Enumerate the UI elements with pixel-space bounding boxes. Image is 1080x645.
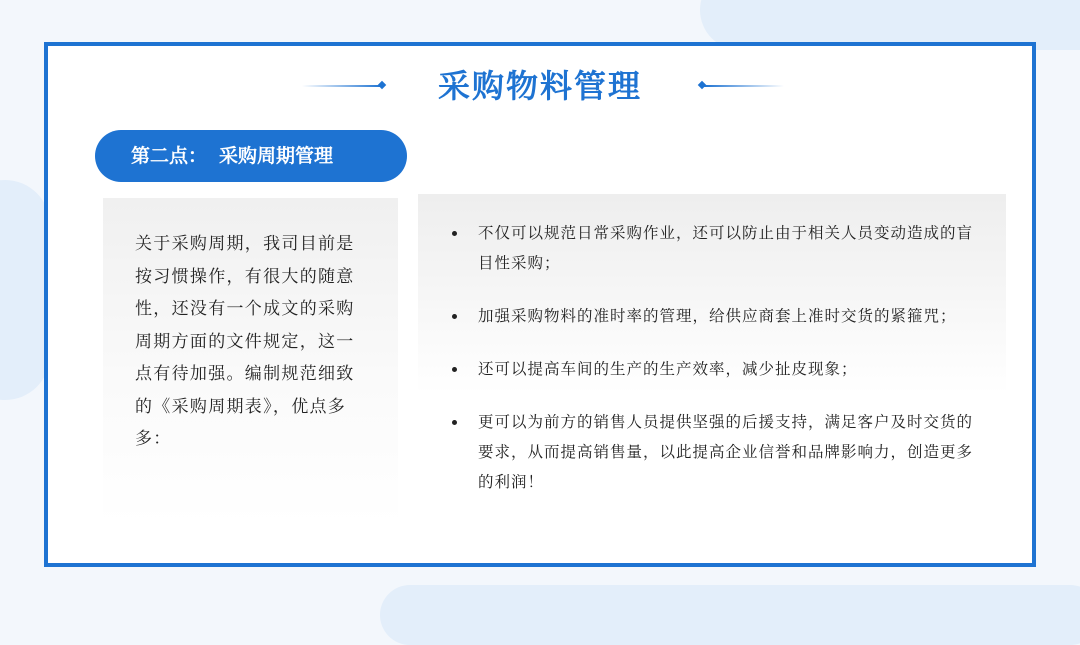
intro-text: 关于采购周期，我司目前是按习惯操作，有很大的随意性，还没有一个成文的采购周期方面的文件规定，这一点有待加强。编制规范细致的《采购周期表》，优点多多： bbox=[135, 234, 355, 449]
page-title: 采购物料管理 bbox=[437, 67, 642, 105]
section-heading-pill bbox=[95, 130, 407, 182]
list-item bbox=[448, 301, 988, 331]
intro-panel bbox=[103, 198, 398, 525]
list-item bbox=[448, 354, 988, 384]
bullet-icon bbox=[452, 314, 457, 319]
section-title: 采购周期管理 bbox=[219, 145, 334, 167]
point-text: 加强采购物料的准时率的管理，给供应商套上准时交货的紧箍咒； bbox=[478, 307, 957, 325]
point-text: 更可以为前方的销售人员提供坚强的后援支持，满足客户及时交货的要求，从而提高销售量，以此提高企业信誉和品牌影响力，创造更多的利润！ bbox=[478, 413, 974, 491]
point-text: 还可以提高车间的生产的生产效率，减少扯皮现象； bbox=[478, 360, 858, 378]
bullet-icon bbox=[452, 231, 457, 236]
content-frame bbox=[44, 42, 1036, 567]
background-shape-left bbox=[0, 180, 50, 400]
list-item bbox=[448, 218, 988, 278]
background-shape-bottom bbox=[380, 585, 1080, 645]
bullet-icon bbox=[452, 367, 457, 372]
section-label: 第二点： bbox=[131, 145, 208, 167]
title-decoration-line-right bbox=[704, 85, 784, 87]
list-item bbox=[448, 407, 988, 497]
bullet-icon bbox=[452, 420, 457, 425]
points-list bbox=[448, 218, 988, 520]
point-text: 不仅可以规范日常采购作业，还可以防止由于相关人员变动造成的盲目性采购； bbox=[478, 224, 974, 272]
title-row bbox=[48, 66, 1032, 106]
